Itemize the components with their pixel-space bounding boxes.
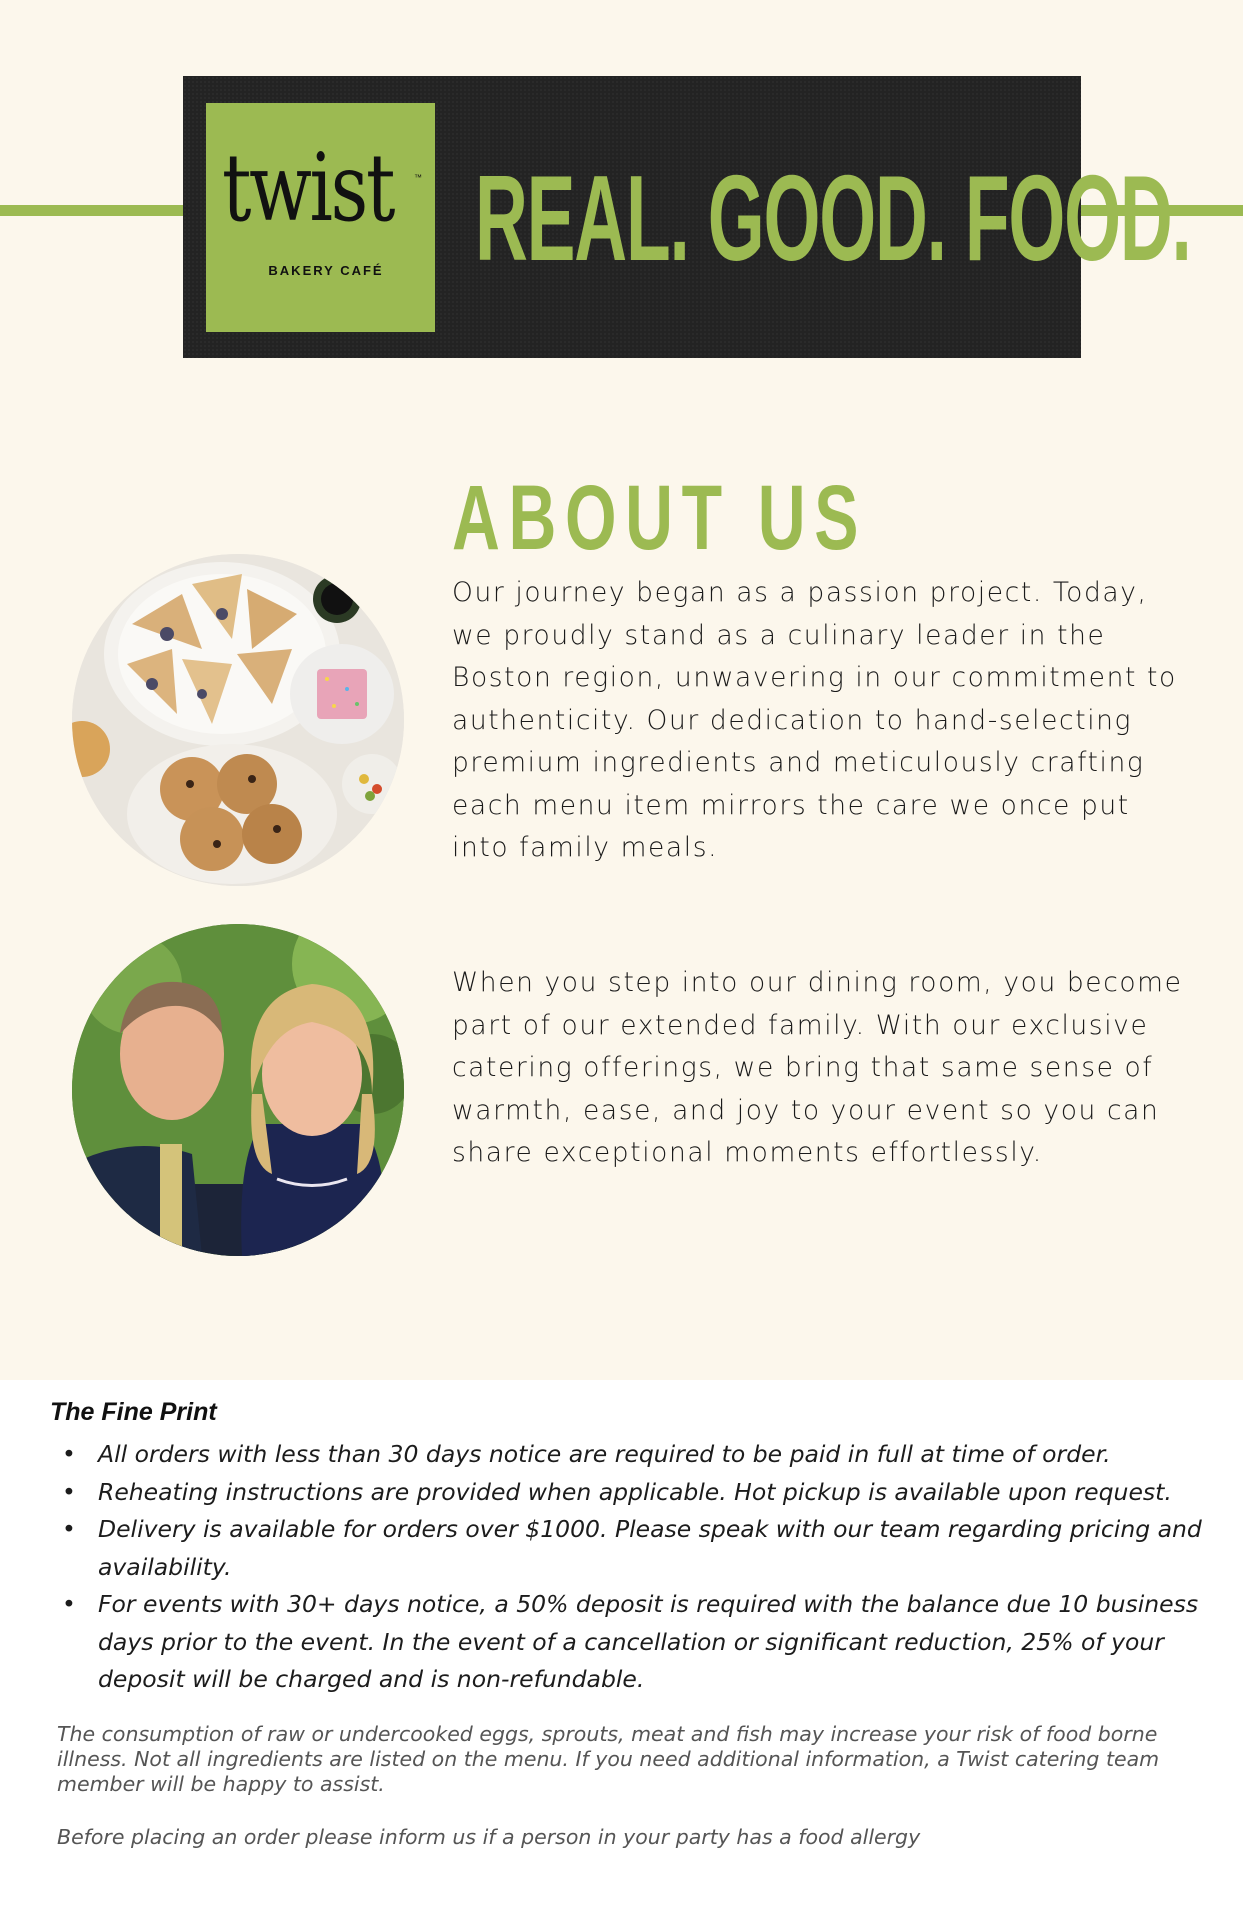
logo-wordmark: twist [222, 134, 394, 243]
fine-print-item-4: For events with 30+ days notice, a 50% deposit is required with the balance due 10 business days prior to the event. In the event of a cancellation or significant reduction, 25% of your deposit will be charged and is non-refundable. [98, 1590, 1199, 1693]
food-photo [72, 554, 404, 886]
list-item [60, 1511, 1220, 1586]
logo-subtitle: BAKERY CAFÉ [268, 263, 384, 278]
about-us-heading: ABOUT US [452, 467, 868, 569]
bullet: • [62, 1590, 76, 1618]
fine-print-list [60, 1436, 1220, 1699]
fine-print-item-3: Delivery is available for orders over $1000. Please speak with our team regarding pricing and availability. [98, 1515, 1202, 1581]
fine-print-item-2: Reheating instructions are provided when applicable. Hot pickup is available upon request. [98, 1477, 1172, 1506]
logo-trademark: ™ [414, 173, 422, 182]
bullet: • [62, 1477, 76, 1506]
fine-print-heading: The Fine Print [50, 1398, 217, 1426]
allergy-notice: Before placing an order please inform us if a person in your party has a food allergy [57, 1825, 921, 1849]
twist-logo [206, 103, 435, 332]
list-item [60, 1436, 1220, 1474]
owners-photo-illustration [72, 924, 404, 1256]
food-photo-illustration [72, 554, 404, 886]
about-paragraph-2: When you step into our dining room, you become part of our extended family. With our exclusive catering offerings, we bring that same sense of warmth, ease, and joy to your event so you can share exceptional moments effortlessly. [452, 967, 1183, 1168]
bullet: • [62, 1440, 76, 1468]
about-paragraph-1: Our journey began as a passion project. Today, we proudly stand as a culinary leader in the Boston region, unwavering in our commitment to authenticity. Our dedication to hand-selecting premium ingredients and meticulously crafting each menu item mirrors the care we once put into family meals. [452, 577, 1177, 863]
tagline: REAL. GOOD. FOOD. [475, 150, 1191, 286]
list-item [60, 1586, 1220, 1699]
header-banner [183, 76, 1191, 358]
bullet: • [62, 1515, 76, 1543]
left-accent-stripe [0, 205, 185, 216]
list-item [60, 1474, 1220, 1512]
owners-photo [72, 924, 404, 1256]
food-safety-notice: The consumption of raw or undercooked eggs, sprouts, meat and fish may increase your risk of food borne illness. Not all ingredients are listed on the menu. If you need additional information, a Twist catering team member will be happy to assist. [57, 1722, 1160, 1796]
fine-print-item-1: All orders with less than 30 days notice are required to be paid in full at time of order. [98, 1440, 1111, 1468]
